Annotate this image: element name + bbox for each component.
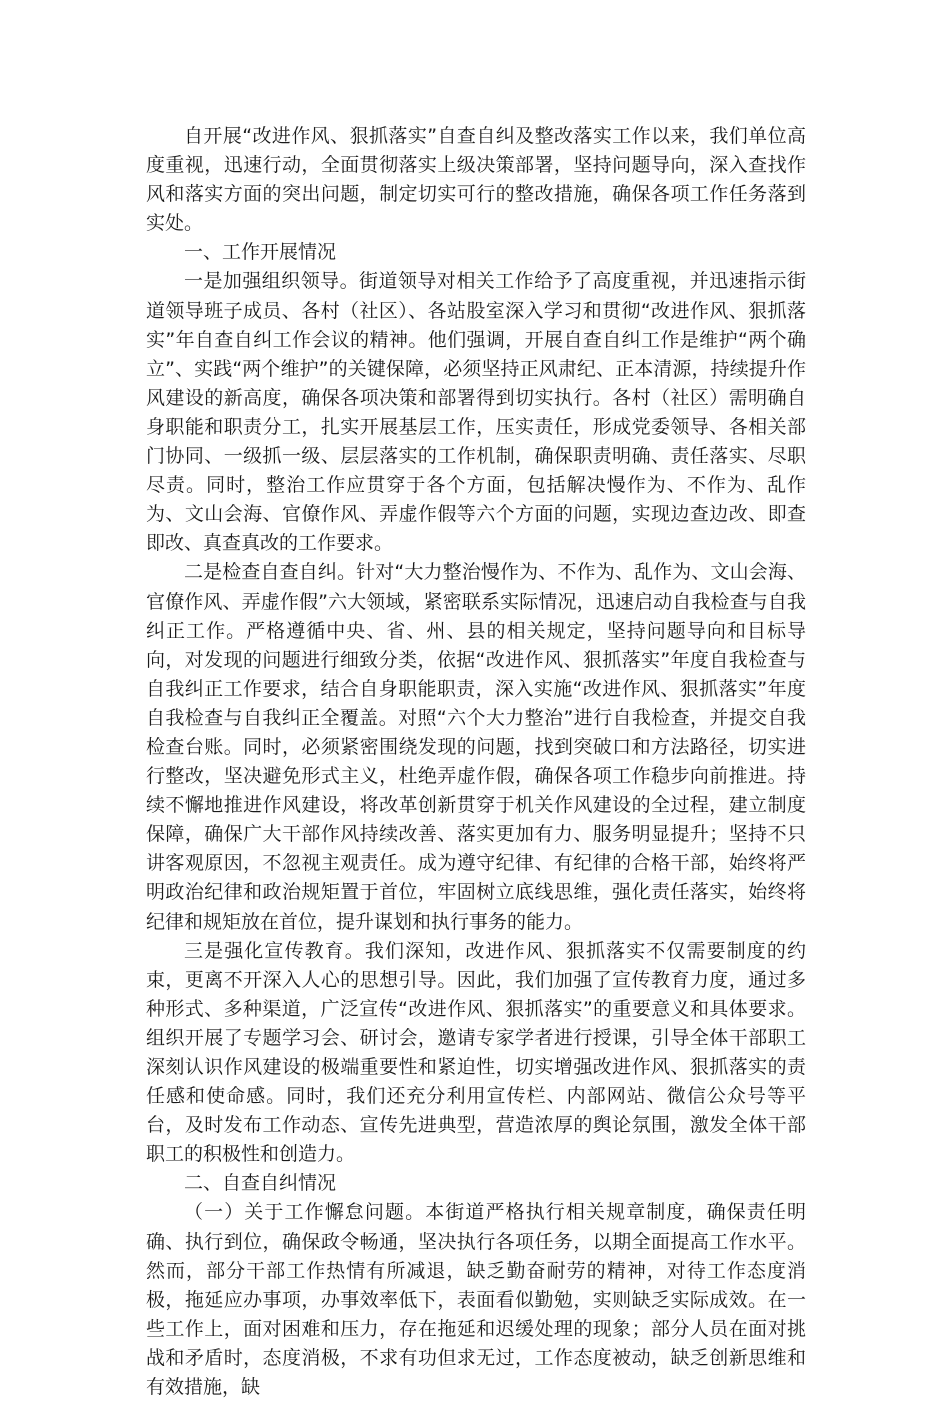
intro-paragraph: 自开展“改进作风、狠抓落实”自查自纠及整改落实工作以来，我们单位高度重视，迅速行动，全面贯彻落实上级决策部署，坚持问题导向，深入查找作风和落实方面的突出问题，制定切实可行的整改措施，确保各项工作任务落到实处。: [146, 125, 806, 235]
paragraph-organization: 一是加强组织领导。街道领导对相关工作给予了高度重视，并迅速指示街道领导班子成员、各村（社区）、各站股室深入学习和贯彻“改进作风、狠抓落实”年自查自纠工作会议的精神。他们强调，开展自查自纠工作是维护“两个确立”、实践“两个维护”的关键保障，必须坚持正风肃纪、正本清源，持续提升作风建设的新高度，确保各项决策和部署得到切实执行。各村（社区）需明确自身职能和职责分工，扎实开展基层工作，压实责任，形成党委领导、各相关部门协同、一级抓一级、层层落实的工作机制，确保职责明确、责任落实、尽职尽责。同时，整治工作应贯穿于各个方面，包括解决慢作为、不作为、乱作为、文山会海、官僚作风、弄虚作假等六个方面的问题，实现边查边改、即查即改、真查真改的工作要求。: [146, 270, 806, 555]
paragraph-work-slackness: （一）关于工作懈怠问题。本街道严格执行相关规章制度，确保责任明确、执行到位，确保政令畅通，坚决执行各项任务，以期全面提高工作水平。然而，部分干部工作热情有所减退，缺乏勤奋耐劳的精神，对待工作态度消极，拖延应办事项，办事效率低下，表面看似勤勉，实则缺乏实际成效。在一些工作上，面对困难和压力，存在拖延和迟缓处理的现象；部分人员在面对挑战和矛盾时，态度消极，不求有功但求无过，工作态度被动，缺乏创新思维和有效措施，缺: [146, 1201, 806, 1399]
document-page: [146, 122, 806, 1402]
section-heading-1: 一、工作开展情况: [184, 241, 337, 264]
paragraph-publicity: 三是强化宣传教育。我们深知，改进作风、狠抓落实不仅需要制度的约束，更离不开深入人心的思想引导。因此，我们加强了宣传教育力度，通过多种形式、多种渠道，广泛宣传“改进作风、狠抓落实”的重要意义和具体要求。组织开展了专题学习会、研讨会，邀请专家学者进行授课，引导全体干部职工深刻认识作风建设的极端重要性和紧迫性，切实增强改进作风、狠抓落实的责任感和使命感。同时，我们还充分利用宣传栏、内部网站、微信公众号等平台，及时发布工作动态、宣传先进典型，营造浓厚的舆论氛围，激发全体干部职工的积极性和创造力。: [146, 939, 806, 1166]
section-heading-2: 二、自查自纠情况: [184, 1172, 337, 1195]
paragraph-self-inspection: 二是检查自查自纠。针对“大力整治慢作为、不作为、乱作为、文山会海、官僚作风、弄虚作假”六大领域，紧密联系实际情况，迅速启动自我检查与自我纠正工作。严格遵循中央、省、州、县的相关规定，坚持问题导向和目标导向，对发现的问题进行细致分类，依据“改进作风、狠抓落实”年度自我检查与自我纠正工作要求，结合自身职能职责，深入实施“改进作风、狠抓落实”年度自我检查与自我纠正全覆盖。对照“六个大力整治”进行自我检查，并提交自我检查台账。同时，必须紧密围绕发现的问题，找到突破口和方法路径，切实进行整改，坚决避免形式主义，杜绝弄虚作假，确保各项工作稳步向前推进。持续不懈地推进作风建设，将改革创新贯穿于机关作风建设的全过程，建立制度保障，确保广大干部作风持续改善、落实更加有力、服务明显提升；坚持不只讲客观原因，不忽视主观责任。成为遵守纪律、有纪律的合格干部，始终将严明政治纪律和政治规矩置于首位，牢固树立底线思维，强化责任落实，始终将纪律和规矩放在首位，提升谋划和执行事务的能力。: [146, 561, 806, 933]
